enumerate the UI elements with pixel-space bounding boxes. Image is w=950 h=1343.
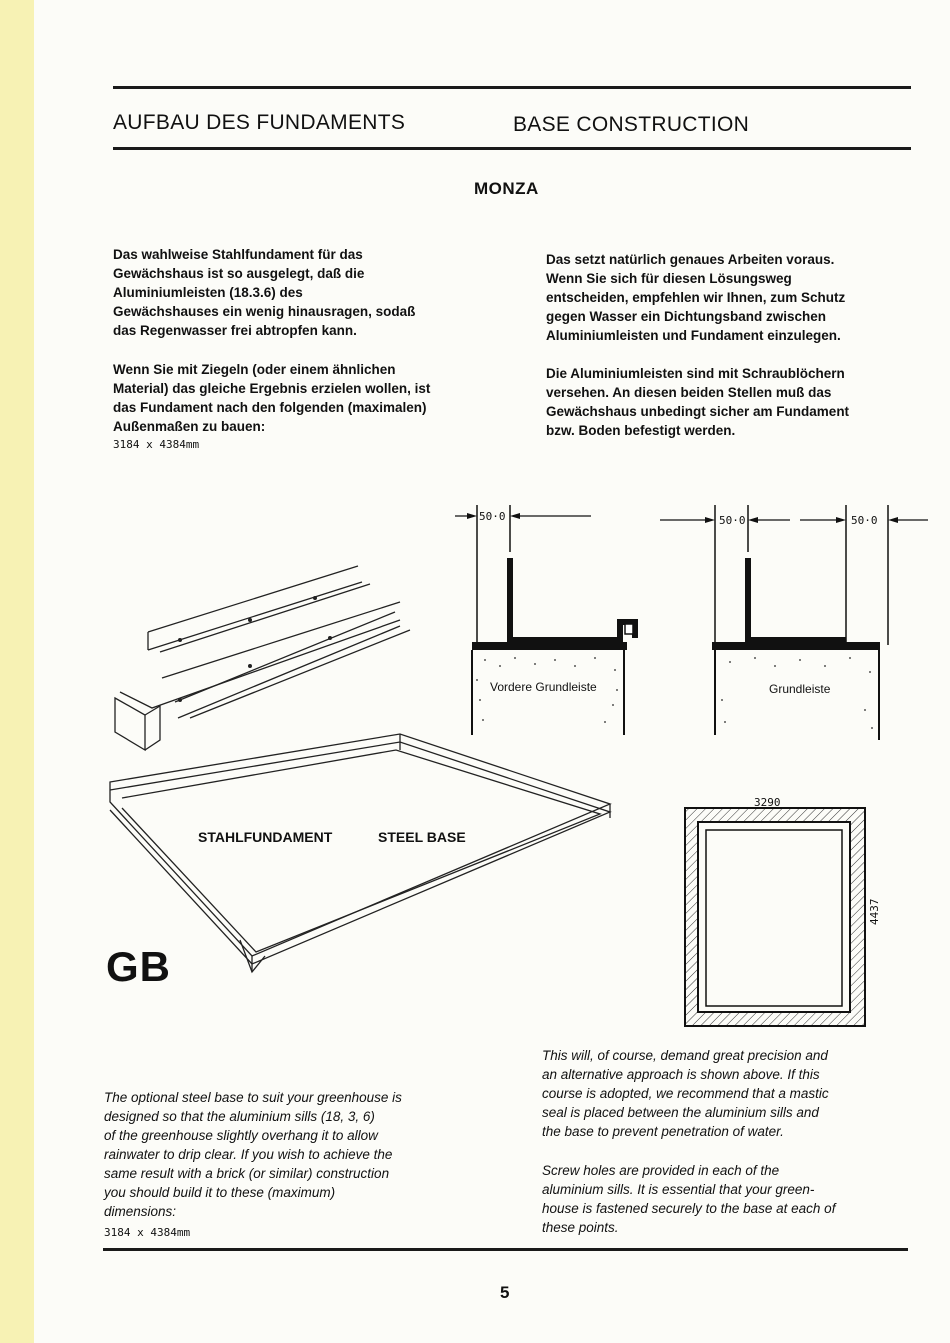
german-dimensions: 3184 x 4384mm xyxy=(113,438,200,451)
dimension-left-section: 50·0 xyxy=(479,510,506,523)
sill-section-diagram xyxy=(660,500,930,750)
front-sill-label: Vordere Grundleiste xyxy=(490,680,597,694)
page-margin-strip xyxy=(0,0,34,1343)
dimension-right-section: 50·0 xyxy=(851,514,878,527)
footer-rule xyxy=(103,1248,908,1251)
english-right-paragraph-1: This will, of course, demand great precision and an alternative approach is shown above. If this course is adopted, we recommend that a mastic seal is placed between the aluminium sills and the base to prevent penetration of water. xyxy=(542,1048,829,1139)
german-right-paragraph-2: Die Aluminiumleisten sind mit Schraublöchern versehen. An diesen beiden Stellen muß das Gewächshaus unbedingt sicher am Fundament bzw. Boden befestigt werden. xyxy=(546,366,850,438)
german-left-paragraph-2: Wenn Sie mit Ziegeln (oder einem ähnlichen Material) das gleiche Ergebnis erzielen wollen, ist das Fundament nach den folgenden (maximalen) Außenmaßen zu bauen: xyxy=(113,362,431,434)
english-right-paragraph-2: Screw holes are provided in each of the aluminium sills. It is essential that your green- house is fastened securely to the base at each of these points. xyxy=(542,1163,836,1235)
steel-base-label-english: STEEL BASE xyxy=(378,829,466,845)
plan-length-dimension: 4437 xyxy=(868,898,881,925)
english-dimensions: 3184 x 4384mm xyxy=(104,1226,191,1239)
header-bottom-rule xyxy=(113,147,911,150)
model-name: MONZA xyxy=(474,179,539,198)
plan-view-diagram xyxy=(680,800,880,1030)
title-german: AUFBAU DES FUNDAMENTS xyxy=(113,111,406,134)
dimension-middle-section: 50·0 xyxy=(719,514,746,527)
german-right-paragraph-1: Das setzt natürlich genaues Arbeiten voraus. Wenn Sie sich für diesen Lösungsweg entscheiden, empfehlen wir Ihnen, zum Schutz gegen Wasser ein Dichtungsband zwischen Aluminiumleisten und Fundament einzulegen. xyxy=(546,252,846,343)
header-top-rule xyxy=(113,86,911,89)
sill-label: Grundleiste xyxy=(769,682,831,696)
english-left-paragraph: The optional steel base to suit your greenhouse is designed so that the aluminium sills (18, 3, 6) of the greenhouse slightly overhang it to allow rainwater to drip clear. If you wish to achieve the same result with a brick (or similar) construction you should build it to these (maximum) dimensions: xyxy=(104,1090,402,1219)
german-left-paragraph-1: Das wahlweise Stahlfundament für das Gewächshaus ist so ausgelegt, daß die Aluminiumleisten (18.3.6) des Gewächshauses ein wenig hinausragen, sodaß das Regenwasser frei abtropfen kann. xyxy=(113,247,416,338)
title-english: BASE CONSTRUCTION xyxy=(513,113,750,136)
page-number: 5 xyxy=(500,1283,510,1302)
steel-base-label-german: STAHLFUNDAMENT xyxy=(198,829,333,845)
gb-language-marker: GB xyxy=(106,943,171,990)
steel-base-drawing xyxy=(100,560,640,1000)
plan-width-dimension: 3290 xyxy=(754,796,781,809)
